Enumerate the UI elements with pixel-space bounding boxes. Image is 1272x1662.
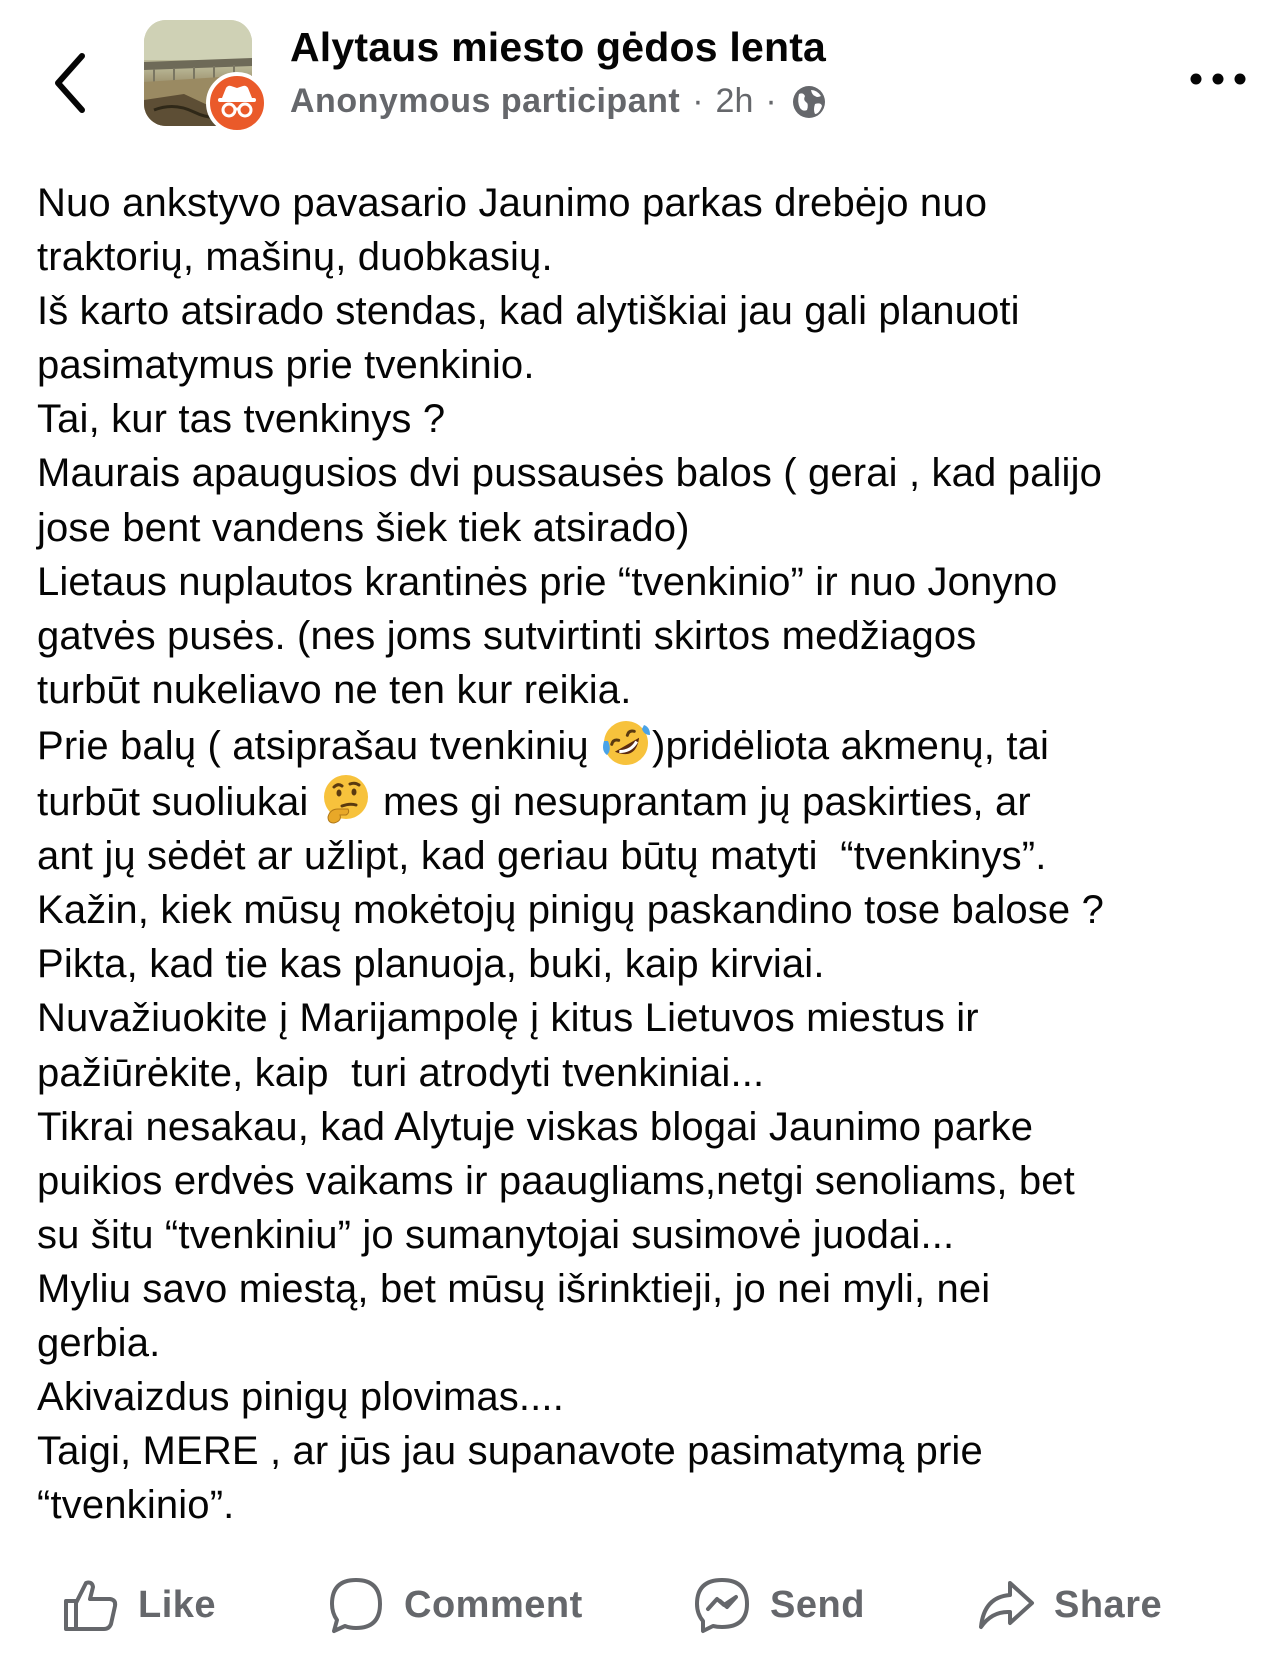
post-line-part: turbūt suoliukai bbox=[37, 780, 320, 825]
meta-separator: · bbox=[692, 82, 704, 120]
anonymous-badge bbox=[206, 72, 268, 134]
send-button[interactable] bbox=[692, 1560, 865, 1650]
post-line: gerbia. bbox=[37, 1320, 161, 1365]
thinking-face-emoji bbox=[320, 773, 372, 825]
meta-separator: · bbox=[765, 82, 777, 120]
send-label: Send bbox=[770, 1583, 865, 1626]
comment-bubble-icon bbox=[326, 1575, 386, 1635]
share-label: Share bbox=[1054, 1583, 1163, 1626]
post-line: pažiūrėkite, kaip turi atrodyti tvenkiniai... bbox=[37, 1050, 765, 1095]
post-line: Pikta, kad tie kas planuoja, buki, kaip kirviai. bbox=[37, 942, 825, 987]
chevron-left-icon bbox=[48, 48, 98, 118]
post-meta bbox=[290, 82, 827, 121]
post-line-part: mes gi nesuprantam jų paskirties, ar bbox=[371, 780, 1031, 825]
like-button[interactable] bbox=[60, 1560, 216, 1650]
post-line: Lietaus nuplautos krantinės prie “tvenkinio” ir nuo Jonyno bbox=[37, 559, 1058, 604]
back-button[interactable] bbox=[48, 48, 98, 118]
thumbs-up-icon bbox=[60, 1575, 120, 1635]
messenger-icon bbox=[692, 1575, 752, 1635]
comment-label: Comment bbox=[404, 1583, 583, 1626]
comment-button[interactable] bbox=[326, 1560, 583, 1650]
like-label: Like bbox=[138, 1583, 217, 1626]
post-header bbox=[0, 0, 1272, 150]
post-line: ant jų sėdėt ar užlipt, kad geriau būtų matyti “tvenkinys”. bbox=[37, 834, 1047, 879]
globe-icon bbox=[791, 84, 827, 120]
post-line: pasimatymus prie tvenkinio. bbox=[37, 343, 535, 388]
post-line: Nuvažiuokite į Marijampolę į kitus Lietuvos miestus ir bbox=[37, 996, 979, 1041]
action-bar bbox=[0, 1560, 1272, 1650]
post-line: su šitu “tvenkiniu” jo sumanytojai susimovė juodai... bbox=[37, 1212, 955, 1257]
post-line: Kažin, kiek mūsų mokėtojų pinigų paskandino tose balose ? bbox=[37, 888, 1104, 933]
more-horizontal-icon bbox=[1188, 64, 1248, 94]
post-line: traktorių, mašinų, duobkasių. bbox=[37, 235, 553, 280]
post-line bbox=[37, 717, 1267, 773]
post-line: jose bent vandens šiek tiek atsirado) bbox=[37, 505, 690, 550]
post-line: Tikrai nesakau, kad Alytuje viskas blogai Jaunimo parke bbox=[37, 1104, 1034, 1149]
post-line: Nuo ankstyvo pavasario Jaunimo parkas drebėjo nuo bbox=[37, 181, 988, 225]
post-line: Akivaizdus pinigų plovimas.... bbox=[37, 1375, 564, 1420]
more-options-button[interactable] bbox=[1188, 64, 1248, 94]
post-line: Myliu savo miestą, bet mūsų išrinktieji, jo nei myli, nei bbox=[37, 1266, 991, 1311]
share-button[interactable] bbox=[976, 1560, 1162, 1650]
post-line-part: )pridėliota akmenų, tai bbox=[652, 723, 1050, 768]
rolling-on-floor-laughing-emoji bbox=[600, 717, 652, 769]
post-line bbox=[37, 773, 1267, 829]
post-line-part: Prie balų ( atsiprašau tvenkinių bbox=[37, 723, 601, 768]
group-avatar[interactable] bbox=[144, 20, 274, 132]
share-arrow-icon bbox=[976, 1575, 1036, 1635]
post-line: Iš karto atsirado stendas, kad alytiškiai jau gali planuoti bbox=[37, 289, 1020, 334]
post-line: Tai, kur tas tvenkinys ? bbox=[37, 397, 446, 442]
post-line: “tvenkinio”. bbox=[37, 1483, 235, 1528]
post-text bbox=[37, 176, 1267, 1532]
post-line: puikios erdvės vaikams ir paaugliams,netgi senoliams, bet bbox=[37, 1158, 1075, 1203]
group-name[interactable]: Alytaus miesto gėdos lenta bbox=[290, 24, 827, 70]
post-line: gatvės pusės. (nes joms sutvirtinti skirtos medžiagos bbox=[37, 613, 977, 658]
post-time[interactable]: 2h bbox=[715, 82, 754, 120]
incognito-icon bbox=[210, 76, 264, 130]
post-line: Maurais apaugusios dvi pussausės balos ( gerai , kad palijo bbox=[37, 451, 1103, 496]
post-line: Taigi, MERE , ar jūs jau supanavote pasimatymą prie bbox=[37, 1429, 983, 1474]
post-line: turbūt nukeliavo ne ten kur reikia. bbox=[37, 667, 632, 712]
author-name[interactable]: Anonymous participant bbox=[290, 82, 681, 120]
